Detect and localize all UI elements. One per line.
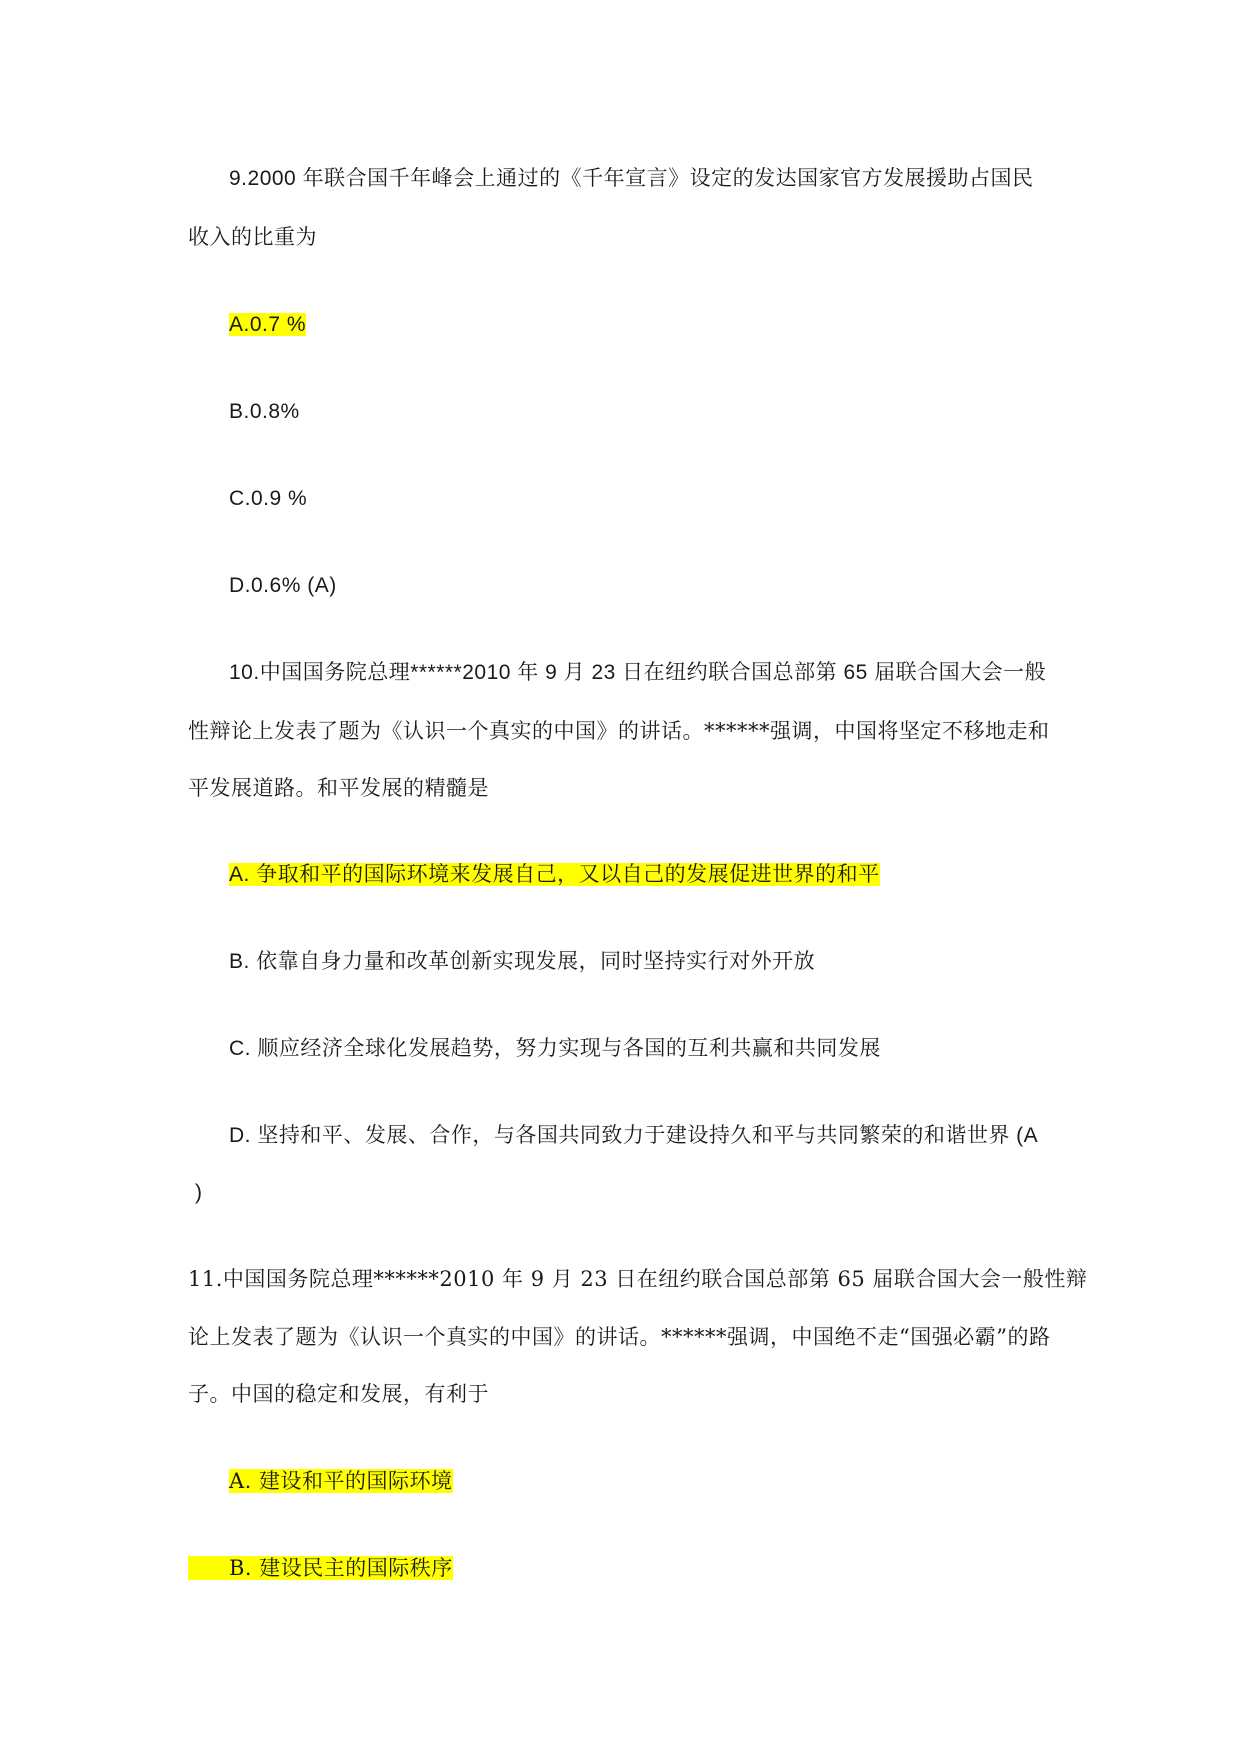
question-9-text-line-1: 9.2000 年联合国千年峰会上通过的《千年宣言》设定的发达国家官方发展援助占国民 (229, 167, 1034, 190)
question-10-option-d-continuation: ) (195, 1181, 203, 1204)
question-10-option-a (229, 860, 880, 890)
question-11-text-line-2: 论上发表了题为《认识一个真实的中国》的讲话。******强调，中国绝不走“国强必霸”的路 (188, 1325, 1051, 1349)
question-10-text-line-2: 性辩论上发表了题为《认识一个真实的中国》的讲话。******强调，中国将坚定不移地走和 (188, 719, 1050, 743)
question-9-option-b: B.0.8% (229, 400, 300, 423)
option-a-highlight: A. 建设和平的国际环境 (229, 1469, 453, 1493)
question-9-text-line-2: 收入的比重为 (188, 225, 317, 249)
question-9-option-d: D.0.6% (A) (229, 574, 337, 597)
question-9-option-a (229, 310, 306, 340)
question-10-option-d: D. 坚持和平、发展、合作，与各国共同致力于建设持久和平与共同繁荣的和谐世界 (A (229, 1124, 1039, 1147)
question-11-option-a (229, 1466, 453, 1496)
option-b-highlight: B. 建设民主的国际秩序 (188, 1556, 453, 1580)
option-a-highlight: A.0.7 % (229, 313, 307, 336)
question-11-text-line-1: 11.中国国务院总理******2010 年 9 月 23 日在纽约联合国总部第 65 届联合国大会一般性辩 (188, 1267, 1088, 1291)
question-10-text-line-3: 平发展道路。和平发展的精髓是 (188, 776, 489, 800)
question-10-option-c: C. 顺应经济全球化发展趋势，努力实现与各国的互利共赢和共同发展 (229, 1037, 881, 1060)
question-11-text-line-3: 子。中国的稳定和发展，有利于 (188, 1382, 489, 1406)
question-10-option-b: B. 依靠自身力量和改革创新实现发展，同时坚持实行对外开放 (229, 950, 816, 973)
option-a-highlight: A. 争取和平的国际环境来发展自己，又以自己的发展促进世界的和平 (229, 863, 880, 886)
question-10-text-line-1: 10.中国国务院总理******2010 年 9 月 23 日在纽约联合国总部第 65 届联合国大会一般 (229, 661, 1047, 684)
question-11-option-b (188, 1553, 453, 1583)
question-9-option-c: C.0.9 % (229, 487, 308, 510)
